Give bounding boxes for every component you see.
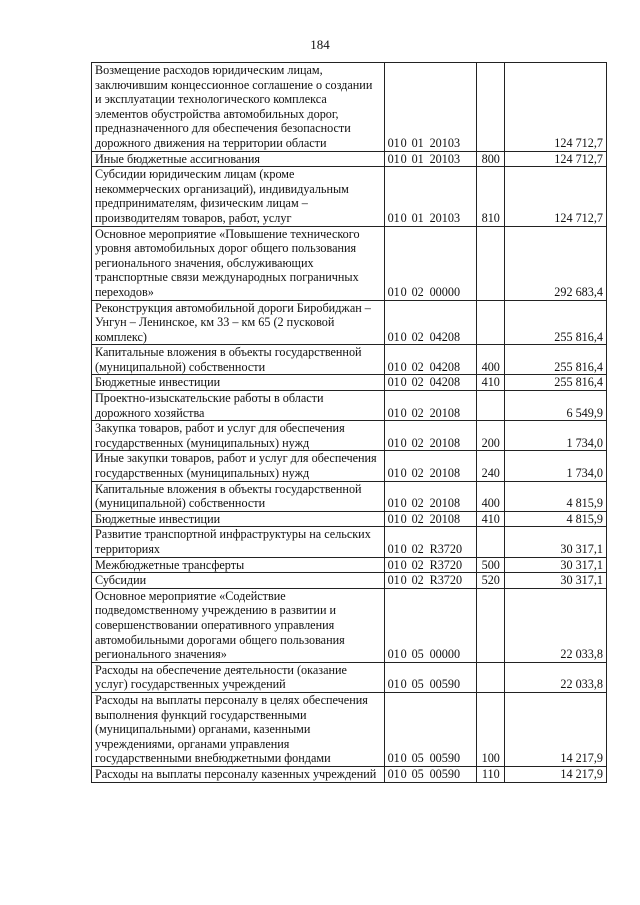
page-number: 184 [310,37,330,52]
code-part: 01 [387,284,400,299]
row-code [384,300,476,345]
row-name: Реконструкция автомобильной дороги Биробиджан – Унгун – Ленинское, км 33 – км 65 (2 пусковой комплекс) [92,300,385,345]
row-amount: 124 712,7 [504,63,606,152]
code-part: 02 [411,557,424,572]
row-name: Субсидии юридическим лицам (кроме некоммерческих организаций), индивидуальным предпринимателям, физическим лицам – производителям товаров, работ, услуг [92,167,385,226]
row-amount: 255 816,4 [504,300,606,345]
code-part: 05 [411,766,424,781]
table-row [92,345,607,375]
code-part: 02 [411,375,424,390]
code-part: 01 [387,135,400,150]
code-part: 05 [411,751,424,766]
row-amount: 124 712,7 [504,167,606,226]
row-name: Основное мероприятие «Повышение технического уровня автомобильных дорог общего пользования регионального значения, обслуживающих транспортные связи международных пограничных переходов» [92,226,385,300]
row-code [384,167,476,226]
row-amount: 255 816,4 [504,345,606,375]
row-expense-type [476,226,504,300]
code-part: 01 [411,210,424,225]
row-amount: 292 683,4 [504,226,606,300]
code-part: 01 [387,766,400,781]
code-part: 20103 [429,210,461,225]
row-expense-type: 500 [476,557,504,573]
row-amount: 4 815,9 [504,511,606,527]
row-amount: 1 734,0 [504,421,606,451]
code-part: 04208 [429,329,461,344]
table-row [92,692,607,766]
code-part: 00590 [429,677,461,692]
code-part: 00590 [429,751,461,766]
code-part: 01 [387,677,400,692]
code-part: 0 [400,511,407,526]
row-code [384,451,476,481]
row-code [384,573,476,589]
table-row [92,226,607,300]
code-part: 02 [411,466,424,481]
row-expense-type [476,63,504,152]
code-part: 20108 [429,511,461,526]
row-expense-type [476,391,504,421]
row-expense-type: 400 [476,481,504,511]
code-part: 00000 [429,284,461,299]
row-name: Межбюджетные трансферты [92,557,385,573]
code-part: 0 [400,573,407,588]
row-code [384,345,476,375]
code-part: 02 [411,359,424,374]
code-part: 01 [387,405,400,420]
row-expense-type [476,300,504,345]
row-expense-type: 410 [476,511,504,527]
code-part: 01 [387,466,400,481]
row-expense-type: 100 [476,692,504,766]
row-amount: 4 815,9 [504,481,606,511]
row-expense-type [476,527,504,557]
row-name: Капитальные вложения в объекты государственной (муниципальной) собственности [92,481,385,511]
table-row [92,63,607,152]
row-amount: 30 317,1 [504,527,606,557]
row-amount: 30 317,1 [504,557,606,573]
code-part: 0 [400,435,407,450]
code-part: 0 [400,329,407,344]
code-part: 20103 [429,151,461,166]
row-expense-type: 810 [476,167,504,226]
row-amount: 6 549,9 [504,391,606,421]
code-part: 0 [400,766,407,781]
code-part: 0 [400,542,407,556]
table-row [92,557,607,573]
row-code [384,421,476,451]
code-part: 0 [400,359,407,374]
table-row [92,451,607,481]
row-code [384,151,476,167]
row-code [384,375,476,391]
row-amount: 1 734,0 [504,451,606,481]
code-part: 05 [411,647,424,662]
row-amount: 22 033,8 [504,588,606,662]
code-part: 0 [400,677,407,692]
code-part: 0 [400,405,407,420]
code-part: 01 [387,573,400,588]
code-part: 01 [387,359,400,374]
row-name: Субсидии [92,573,385,589]
code-part: 0 [400,466,407,481]
row-name: Иные бюджетные ассигнования [92,151,385,167]
row-code [384,766,476,782]
row-amount: 14 217,9 [504,766,606,782]
code-part: R3720 [429,557,463,572]
code-part: 20108 [429,435,461,450]
row-code [384,662,476,692]
code-part: 01 [387,557,400,572]
code-part: 02 [411,435,424,450]
row-code [384,692,476,766]
table-row [92,421,607,451]
table-row [92,662,607,692]
code-part: 04208 [429,359,461,374]
row-code [384,527,476,557]
code-part: 20108 [429,466,461,481]
code-part: 04208 [429,375,461,390]
code-part: 02 [411,573,424,588]
code-part: 01 [387,511,400,526]
row-name: Проектно-изыскательские работы в области дорожного хозяйства [92,391,385,421]
code-part: 0 [400,496,407,511]
code-part: 05 [411,677,424,692]
table-row [92,588,607,662]
code-part: 01 [387,435,400,450]
code-part: R3720 [429,542,463,556]
row-expense-type [476,662,504,692]
code-part: 0 [400,135,407,150]
table-row [92,766,607,782]
row-name: Иные закупки товаров, работ и услуг для обеспечения государственных (муниципальных) нужд [92,451,385,481]
code-part: 01 [411,135,424,150]
row-code [384,511,476,527]
row-expense-type [476,588,504,662]
code-part: 01 [387,151,400,166]
code-part: R3720 [429,573,463,588]
table-row [92,167,607,226]
row-expense-type: 410 [476,375,504,391]
code-part: 0 [400,751,407,766]
table-row [92,511,607,527]
table-row [92,300,607,345]
row-name: Возмещение расходов юридическим лицам, заключившим концессионное соглашение о создании и эксплуатации технологического комплекса элементов обустройства автомобильных дорог, предназначенного для обеспечения безопасности дорожного движения на территории области [92,63,385,152]
row-name: Бюджетные инвестиции [92,375,385,391]
row-code [384,226,476,300]
table-row [92,481,607,511]
code-part: 0 [400,284,407,299]
code-part: 20108 [429,405,461,420]
row-amount: 14 217,9 [504,692,606,766]
row-name: Закупка товаров, работ и услуг для обеспечения государственных (муниципальных) нужд [92,421,385,451]
code-part: 0 [400,375,407,390]
row-name: Капитальные вложения в объекты государственной (муниципальной) собственности [92,345,385,375]
code-part: 0 [400,151,407,166]
row-code [384,481,476,511]
row-amount: 30 317,1 [504,573,606,589]
row-code [384,588,476,662]
row-code [384,391,476,421]
row-name: Развитие транспортной инфраструктуры на сельских территориях [92,527,385,557]
code-part: 0 [400,210,407,225]
code-part: 02 [411,511,424,526]
code-part: 01 [387,751,400,766]
code-part: 0 [400,557,407,572]
table-row [92,151,607,167]
code-part: 20108 [429,496,461,511]
code-part: 01 [411,151,424,166]
row-name: Бюджетные инвестиции [92,511,385,527]
row-name: Основное мероприятие «Содействие подведомственному учреждению в развитии и совершенствовании оперативного управления автомобильными дорогами общего пользования регионального значения» [92,588,385,662]
row-expense-type: 110 [476,766,504,782]
row-code [384,557,476,573]
code-part: 0 [400,647,407,662]
code-part: 02 [411,284,424,299]
code-part: 02 [411,405,424,420]
code-part: 01 [387,647,400,662]
row-amount: 255 816,4 [504,375,606,391]
row-name: Расходы на выплаты персоналу в целях обеспечения выполнения функций государственными (муниципальными) органами, казенными учреждениями, органами управления государственными внебюджетными фондами [92,692,385,766]
code-part: 02 [411,542,424,556]
row-amount: 22 033,8 [504,662,606,692]
budget-table [91,62,607,783]
code-part: 01 [387,329,400,344]
row-expense-type: 240 [476,451,504,481]
row-expense-type: 400 [476,345,504,375]
code-part: 00590 [429,766,461,781]
table-row [92,375,607,391]
row-amount: 124 712,7 [504,151,606,167]
code-part: 01 [387,496,400,511]
row-expense-type: 520 [476,573,504,589]
row-expense-type: 200 [476,421,504,451]
row-name: Расходы на выплаты персоналу казенных учреждений [92,766,385,782]
code-part: 01 [387,542,400,556]
code-part: 20103 [429,135,461,150]
row-name: Расходы на обеспечение деятельности (оказание услуг) государственных учреждений [92,662,385,692]
code-part: 00000 [429,647,461,662]
code-part: 01 [387,210,400,225]
code-part: 02 [411,496,424,511]
table-row [92,391,607,421]
table-row [92,527,607,557]
row-expense-type: 800 [476,151,504,167]
table-row [92,573,607,589]
code-part: 01 [387,375,400,390]
code-part: 02 [411,329,424,344]
row-code [384,63,476,152]
